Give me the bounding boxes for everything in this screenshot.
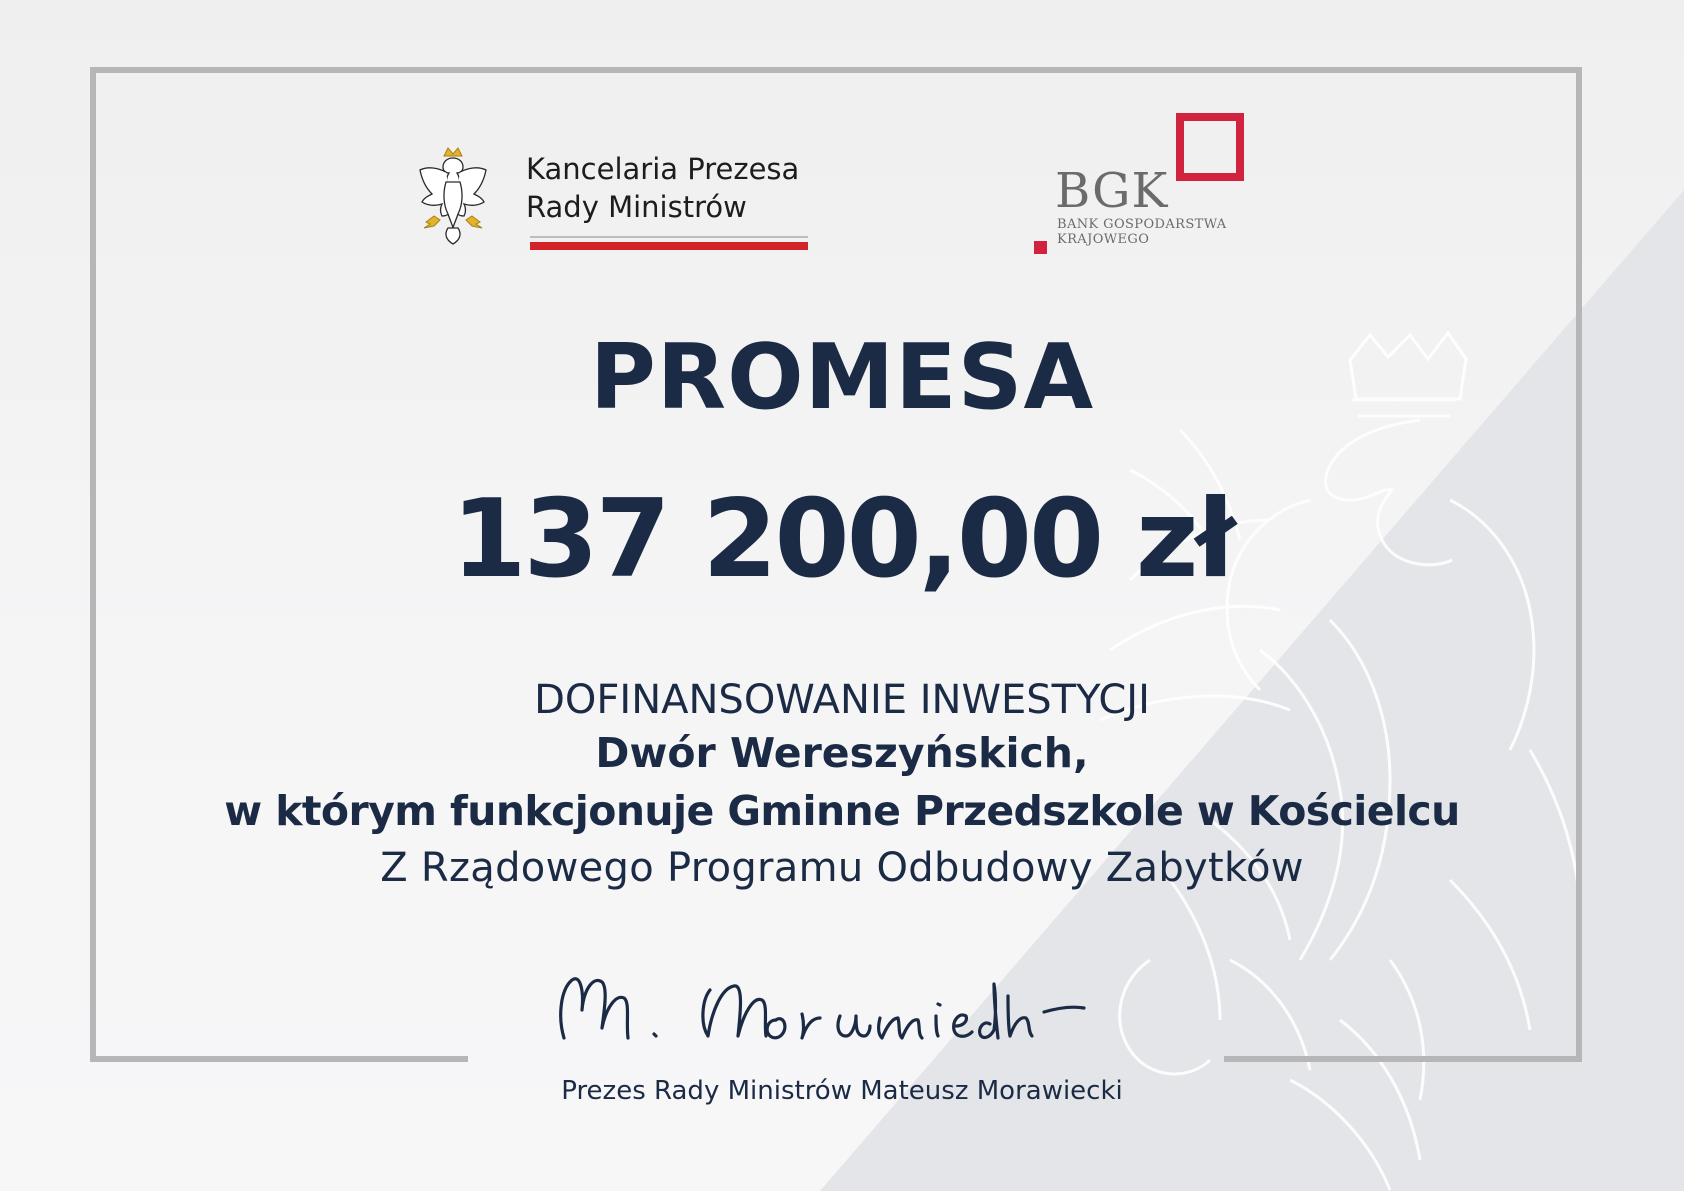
frame-bottom-left [90,1056,468,1062]
frame-bottom-right [1224,1056,1582,1062]
kprm-name-line2: Rady Ministrów [526,190,747,224]
description-line-2: Dwór Wereszyńskich, [595,729,1089,777]
description-line-4: Z Rządowego Programu Odbudowy Zabytków [380,845,1304,891]
kprm-grey-bar [530,236,808,238]
kprm-logo [416,142,814,254]
bgk-mark: BGK [1055,163,1169,219]
description-line-3: w którym funkcjonuje Gminne Przedszkole w Kościelcu [224,787,1460,835]
bgk-subtitle-line2: KRAJOWEGO [1057,232,1150,247]
frame-top [90,67,1582,73]
promise-amount: 137 200,00 zł [451,477,1233,602]
bgk-subtitle [1057,217,1227,247]
document-title: PROMESA [589,325,1095,430]
bgk-logo [1030,111,1250,261]
description-line-1: DOFINANSOWANIE INWESTYCJI [534,677,1150,723]
signer-name: Prezes Rady Ministrów Mateusz Morawiecki [561,1076,1123,1106]
white-eagle-emblem-icon [416,142,490,250]
bgk-subtitle-line1: BANK GOSPODARSTWA [1057,217,1227,232]
kprm-name-line1: Kancelaria Prezesa [526,152,800,186]
bgk-small-square-icon [1034,241,1047,254]
kprm-red-bar [530,242,808,250]
kprm-name [526,150,799,226]
bgk-red-square-icon [1176,113,1244,181]
handwritten-signature [550,968,1140,1058]
